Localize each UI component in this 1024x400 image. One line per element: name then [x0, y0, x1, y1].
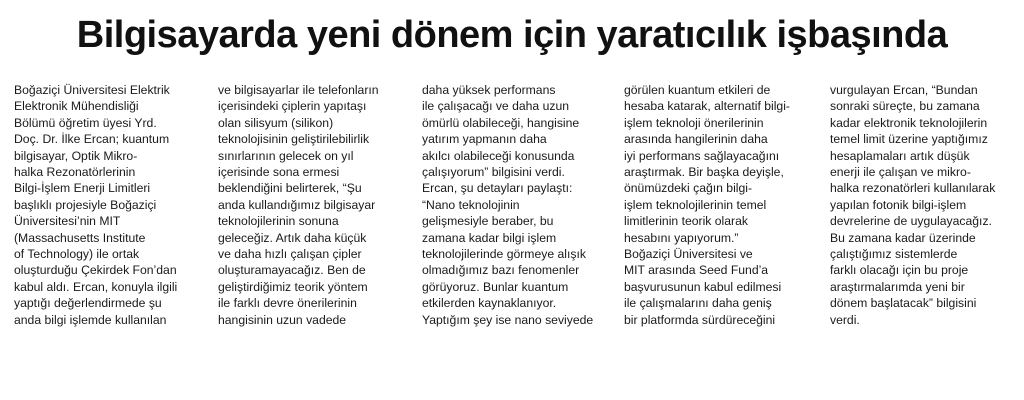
- text-line: bilgisayar, Optik Mikro-: [14, 148, 138, 163]
- text-line: ile çalışacağı ve daha uzun: [422, 99, 570, 114]
- text-line: dönem başlatacak” bilgisini: [830, 296, 977, 311]
- text-line: kadar elektronik teknolojilerin: [830, 115, 988, 130]
- article-body: [14, 82, 1014, 382]
- text-line: Elektronik Mühendisliği: [14, 99, 139, 114]
- text-line: farklı olacağı için bu proje: [830, 263, 969, 278]
- text-line: zamana kadar bilgi işlem: [422, 230, 557, 245]
- text-line: bir platformda sürdüreceğini: [624, 312, 776, 327]
- text-line: oluşturamayacağız. Ben de: [218, 263, 366, 278]
- text-line: kabul aldı. Ercan, konuyla ilgili: [14, 279, 178, 294]
- text-line: ile farklı devre önerilerinin: [218, 296, 357, 311]
- text-line: halka Rezonatörlerinin: [14, 165, 136, 180]
- text-line: ömürlü olabileceği, hangisine: [422, 115, 580, 130]
- text-line: Bilgi-İşlem Enerji Limitleri: [14, 181, 151, 196]
- text-line: Bu zamana kadar üzerinde: [830, 230, 976, 245]
- text-line: ile çalışmalarını daha geniş: [624, 296, 772, 311]
- text-line: verdi.: [830, 312, 860, 327]
- text-line: geliştirdiğimiz teorik yöntem: [218, 279, 368, 294]
- text-line: anda kullandığımız bilgisayar: [218, 197, 376, 212]
- text-line: teknolojilerinde görmeye alışık: [422, 247, 586, 262]
- text-line: anda bilgi işlemde kullanılan: [14, 312, 167, 327]
- text-column-3: [422, 82, 610, 328]
- text-column-5: [830, 82, 1018, 328]
- text-line: yapılan fotonik bilgi-işlem: [830, 197, 967, 212]
- text-line: Üniversitesi’nin MIT: [14, 214, 121, 229]
- headline: Bilgisayarda yeni dönem için yaratıcılık işbaşında: [76, 14, 948, 56]
- text-line: iyi performans sağlayacağını: [624, 148, 780, 163]
- text-line: geleceğiz. Artık daha küçük: [218, 230, 367, 245]
- text-line: Yaptığım şey ise nano seviyede: [422, 312, 594, 327]
- text-column-1: [14, 82, 202, 328]
- text-line: işlem teknolojilerinin temel: [624, 197, 767, 212]
- text-line: görüyoruz. Bunlar kuantum: [422, 279, 569, 294]
- text-line: (Massachusetts Institute: [14, 230, 146, 245]
- text-line: devrelerine de uygulayacağız.: [830, 214, 992, 229]
- text-line: teknolojilerinin sonuna: [218, 214, 339, 229]
- text-line: of Technology) ile ortak: [14, 247, 140, 262]
- text-line: vurgulayan Ercan, “Bundan: [830, 83, 978, 97]
- text-line: daha yüksek performans: [422, 83, 556, 97]
- text-line: beklendiğini belirterek, “Şu: [218, 181, 362, 196]
- text-line: sınırlarının gelecek on yıl: [218, 148, 354, 163]
- text-line: Ercan, şu detayları paylaştı:: [422, 181, 573, 196]
- text-line: içerisindeki çiplerin yapıtaşı: [218, 99, 367, 114]
- text-line: halka rezonatörleri kullanılarak: [830, 181, 996, 196]
- text-line: ve daha hızlı çalışan çipler: [218, 247, 362, 262]
- text-line: araştırmalarımda yeni bir: [830, 279, 965, 294]
- text-line: Doç. Dr. İlke Ercan; kuantum: [14, 132, 170, 147]
- text-line: Bölümü öğretim üyesi Yrd.: [14, 115, 157, 130]
- text-line: ve bilgisayarlar ile telefonların: [218, 83, 379, 97]
- text-line: başvurusunun kabul edilmesi: [624, 279, 782, 294]
- text-line: oluşturduğu Çekirdek Fon’dan: [14, 263, 177, 278]
- text-line: hesabını yapıyorum.”: [624, 230, 739, 245]
- text-line: yaptığı değerlendirmede şu: [14, 296, 162, 311]
- text-line: akılcı olabileceği konusunda: [422, 148, 575, 163]
- text-line: Boğaziçi Üniversitesi ve: [624, 247, 753, 262]
- text-line: başlıklı projesiyle Boğaziçi: [14, 197, 157, 212]
- text-line: gelişmesiyle beraber, bu: [422, 214, 554, 229]
- text-line: hesaba katarak, alternatif bilgi-: [624, 99, 790, 114]
- text-line: olan silisyum (silikon): [218, 115, 334, 130]
- text-line: limitlerinin teorik olarak: [624, 214, 748, 229]
- text-line: teknolojisinin geliştirilebilirlik: [218, 132, 370, 147]
- text-line: olmadığımız bazı fenomenler: [422, 263, 580, 278]
- text-line: “Nano teknolojinin: [422, 197, 520, 212]
- text-line: sonraki süreçte, bu zamana: [830, 99, 980, 114]
- text-line: içerisinde sona ermesi: [218, 165, 340, 180]
- text-line: yatırım yapmanın daha: [422, 132, 547, 147]
- text-column-4: [624, 82, 812, 328]
- text-line: hangisinin uzun vadede: [218, 312, 347, 327]
- text-line: Boğaziçi Üniversitesi Elektrik: [14, 83, 170, 97]
- text-line: araştırmak. Bir başka deyişle,: [624, 165, 784, 180]
- text-line: enerji ile çalışan ve mikro-: [830, 165, 971, 180]
- text-line: hesaplamaları artık düşük: [830, 148, 970, 163]
- text-line: önümüzdeki çağın bilgi-: [624, 181, 753, 196]
- text-line: temel limit üzerine yaptığımız: [830, 132, 988, 147]
- text-column-2: [218, 82, 406, 328]
- text-line: çalışıyorum” bilgisini verdi.: [422, 165, 565, 180]
- text-line: görülen kuantum etkileri de: [624, 83, 771, 97]
- text-line: çalıştığımız sistemlerde: [830, 247, 958, 262]
- text-line: işlem teknoloji önerilerinin: [624, 115, 764, 130]
- text-line: arasında hangilerinin daha: [624, 132, 768, 147]
- text-line: MIT arasında Seed Fund’a: [624, 263, 769, 278]
- text-line: etkilerden kaynaklanıyor.: [422, 296, 557, 311]
